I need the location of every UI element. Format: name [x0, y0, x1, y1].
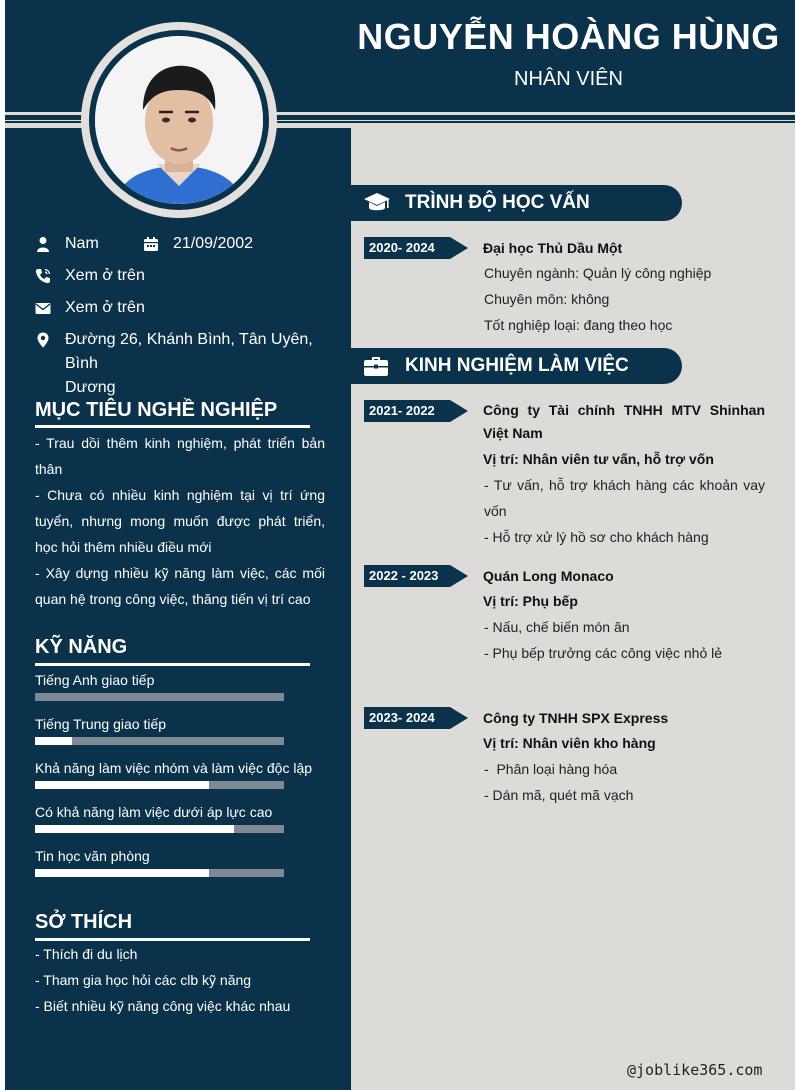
hobby-item: - Thích đi du lịch — [35, 946, 138, 962]
date-tag-arrow — [450, 707, 468, 729]
sidebar — [5, 128, 351, 1090]
calendar-icon — [143, 236, 159, 252]
experience-heading: KINH NGHIỆM LÀM VIỆC — [405, 355, 629, 376]
objective-heading: MỤC TIÊU NGHỀ NGHIỆP — [35, 399, 278, 421]
gender-row — [35, 232, 99, 256]
email-value: Xem ở trên — [65, 299, 145, 316]
candidate-title: NHÂN VIÊN — [514, 68, 623, 90]
date-tag-arrow — [450, 400, 468, 422]
objective-rule — [35, 425, 310, 428]
skills-rule — [35, 663, 310, 666]
avatar-photo-illustration — [95, 36, 263, 204]
skill-label: Tiếng Trung giao tiếp — [35, 716, 167, 732]
hobby-item: - Tham gia học hỏi các clb kỹ năng — [35, 972, 252, 988]
cv-page — [5, 0, 795, 1090]
objective-text — [35, 430, 325, 612]
avatar — [95, 36, 263, 204]
education-heading: TRÌNH ĐỘ HỌC VẤN — [405, 192, 590, 213]
job-description: - Hỗ trợ xử lý hồ sơ cho khách hàng — [484, 529, 709, 545]
hobbies-heading: SỞ THÍCH — [35, 911, 133, 933]
skill-label: Có khả năng làm việc dưới áp lực cao — [35, 804, 273, 820]
objective-paragraph: - Xây dựng nhiều kỹ năng làm việc, các mối quan hệ trong công việc, thăng tiến vị trí cao — [35, 565, 325, 607]
education-date: 2020- 2024 — [364, 237, 450, 259]
job-description: - Dán mã, quét mã vạch — [484, 787, 634, 803]
user-icon — [35, 236, 51, 252]
phone-icon — [35, 268, 51, 284]
graduation-cap-icon — [363, 191, 391, 215]
skills-heading: KỸ NĂNG — [35, 636, 128, 658]
address-line-1: Đường 26, Khánh Bình, Tân Uyên, Bình — [65, 331, 313, 372]
education-graduation: Tốt nghiệp loại: đang theo học — [484, 317, 673, 333]
objective-paragraph: - Chưa có nhiều kinh nghiệm tại vị trí ứng tuyển, nhưng mong muốn được phát triển, học hỏi thêm nhiều điều mới — [35, 487, 325, 555]
skill-label: Tin học văn phòng — [35, 848, 150, 864]
email-row — [35, 296, 145, 320]
date-tag-arrow — [450, 565, 468, 587]
phone-value: Xem ở trên — [65, 267, 145, 284]
location-icon — [35, 332, 51, 348]
job-description: - Phụ bếp trưởng các công việc nhỏ lẻ — [484, 645, 723, 661]
job-date: 2021- 2022 — [364, 400, 450, 422]
candidate-name: NGUYỄN HOÀNG HÙNG — [357, 16, 780, 57]
birthday-value: 21/09/2002 — [173, 235, 254, 252]
education-major: Chuyên ngành: Quản lý công nghiệp — [484, 265, 712, 281]
skill-bar-fill — [35, 869, 209, 877]
hobbies-rule — [35, 938, 310, 941]
skill-bar — [35, 869, 284, 877]
skill-bar — [35, 737, 284, 745]
job-description: - Phân loại hàng hóa — [484, 761, 618, 777]
gender-value: Nam — [65, 235, 99, 252]
job-company: Quán Long Monaco — [483, 568, 614, 584]
hobby-item: - Biết nhiều kỹ năng công việc khác nhau — [35, 998, 291, 1014]
job-description: - Nấu, chế biến món ăn — [484, 619, 630, 635]
skill-bar-fill — [35, 737, 72, 745]
briefcase-icon — [363, 354, 389, 378]
skill-bar — [35, 693, 284, 701]
job-position: Vị trí: Phụ bếp — [483, 593, 578, 609]
job-date: 2023- 2024 — [364, 707, 450, 729]
email-icon — [35, 300, 51, 316]
skill-bar — [35, 825, 284, 833]
skill-label: Khả năng làm việc nhóm và làm việc độc lập — [35, 760, 313, 776]
job-position: Vị trí: Nhân viên tư vấn, hỗ trợ vốn — [483, 451, 714, 467]
job-description: - Tư vấn, hỗ trợ khách hàng các khoản vay vốn — [484, 477, 765, 519]
address-line-2: Dương — [65, 379, 116, 396]
objective-paragraph: - Trau dồi thêm kinh nghiệm, phát triển bản thân — [35, 435, 325, 477]
skill-bar-fill — [35, 825, 234, 833]
phone-row — [35, 264, 145, 288]
education-school: Đại học Thủ Dầu Một — [483, 240, 623, 256]
date-tag-arrow — [450, 237, 468, 259]
skill-bar — [35, 781, 284, 789]
skill-bar-fill — [35, 781, 209, 789]
birthday-row — [143, 232, 253, 256]
job-date: 2022 - 2023 — [364, 565, 450, 587]
address-row — [35, 328, 335, 400]
job-company: Công ty Tài chính TNHH MTV Shinhan Việt Nam — [483, 402, 765, 441]
education-specialty: Chuyên môn: không — [484, 291, 610, 307]
job-position: Vị trí: Nhân viên kho hàng — [483, 735, 656, 751]
skill-label: Tiếng Anh giao tiếp — [35, 672, 155, 688]
job-company: Công ty TNHH SPX Express — [483, 710, 669, 726]
footer-watermark: @joblike365.com — [627, 1061, 763, 1079]
